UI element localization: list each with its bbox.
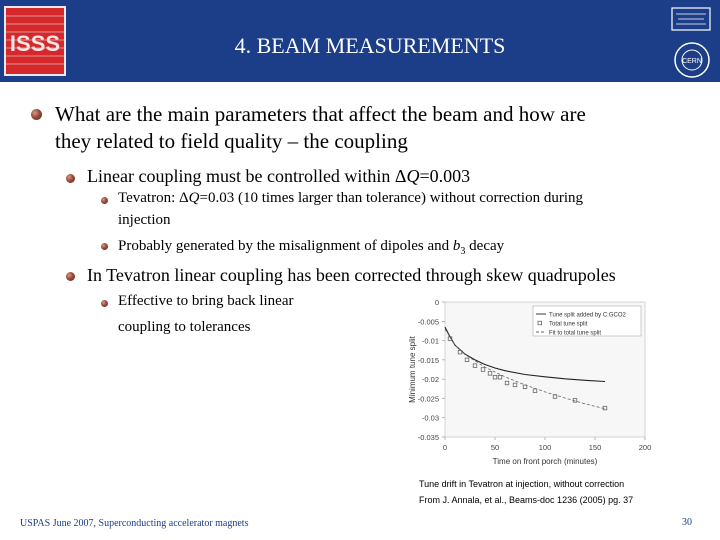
bullet-3-line-2: injection	[118, 212, 171, 228]
bullet-4-var: b	[452, 238, 461, 254]
bullet-1-line-2: they related to field quality – the coupling	[55, 129, 408, 153]
bullet-1-line-1: What are the main parameters that affect the beam and how are	[55, 102, 586, 126]
bullet-4-post: decay	[465, 238, 505, 254]
bullet-4-text	[118, 238, 504, 257]
bullet-3-pre: Tevatron: Δ	[118, 190, 189, 206]
bullet-2-post: =0.003	[419, 166, 471, 186]
y-tick-label: 0	[434, 298, 439, 307]
slide-title: 4. BEAM MEASUREMENTS	[234, 33, 506, 58]
bullet-marker-4	[101, 243, 108, 250]
y-tick-label: -0.005	[417, 317, 439, 327]
x-tick-label: 200	[638, 443, 652, 452]
x-axis-label: Time on front porch (minutes)	[492, 457, 598, 466]
figure-caption-1: Tune drift in Tevatron at injection, without correction	[419, 479, 625, 489]
bullet-6-line-2: coupling to tolerances	[118, 319, 251, 335]
legend-entry: Fit to total tune split	[549, 330, 602, 337]
footer-course: USPAS June 2007, Superconducting accelerator magnets	[20, 518, 249, 529]
x-tick-label: 100	[538, 443, 552, 452]
y-tick-label: -0.025	[417, 394, 439, 404]
y-axis-label: Minimum tune split	[408, 336, 417, 403]
cern-logo	[666, 4, 718, 80]
bullet-2-text	[87, 166, 470, 187]
x-tick-label: 0	[442, 443, 448, 452]
bullet-marker-3	[101, 197, 108, 204]
y-tick-label: -0.035	[417, 433, 439, 442]
y-tick-label: -0.03	[421, 413, 439, 423]
legend-entry: Total tune split	[549, 321, 588, 328]
legend-entry: Tune split added by C:GCO2	[549, 312, 626, 319]
figure-caption-2: From J. Annala, et al., Beams-doc 1236 (2005) pg. 37	[419, 495, 634, 505]
y-tick-label: -0.01	[421, 336, 439, 346]
bullet-marker-6	[101, 300, 108, 307]
page-number: 30	[682, 517, 692, 528]
bullet-2-var: Q	[406, 166, 420, 186]
bullet-3-var: Q	[188, 190, 200, 206]
bullet-2-pre: Linear coupling must be controlled within Δ	[87, 166, 407, 186]
bullet-4-pre: Probably generated by the misalignment of dipoles and	[118, 238, 453, 254]
cern-logo-text: CERN	[682, 58, 702, 65]
tune-split-chart	[395, 292, 665, 472]
bullet-3-post: =0.03 (10 times larger than tolerance) without correction during	[199, 190, 583, 206]
bullet-4-sub: 3	[460, 246, 466, 257]
x-tick-label: 150	[588, 443, 602, 452]
logo-text: ISSS	[9, 31, 61, 56]
bullet-marker-1	[31, 109, 42, 120]
header-band	[0, 0, 720, 82]
y-tick-label: -0.015	[417, 355, 439, 365]
bullet-5-text: In Tevatron linear coupling has been corrected through skew quadrupoles	[87, 265, 616, 285]
bullet-marker-5	[66, 272, 75, 281]
bullet-marker-2	[66, 174, 75, 183]
bullet-6-line-1: Effective to bring back linear	[118, 293, 294, 309]
bullet-3-line-1	[118, 190, 583, 207]
x-tick-label: 50	[490, 443, 500, 452]
y-tick-label: -0.02	[421, 375, 439, 385]
